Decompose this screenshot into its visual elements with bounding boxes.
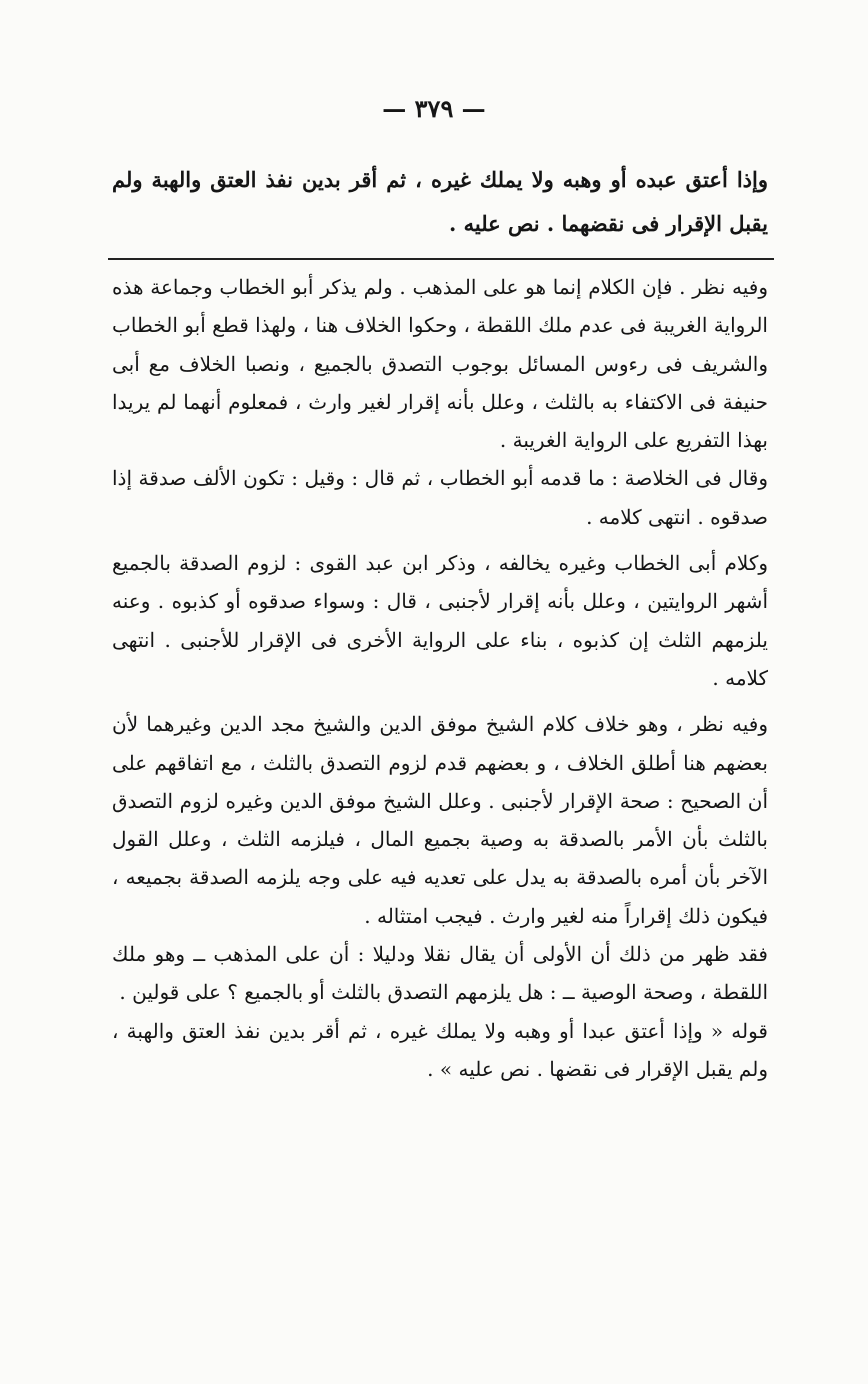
commentary-paragraph: وفيه نظر ، وهو خلاف كلام الشيخ موفق الدين والشيخ مجد الدين وغيرهما لأن بعضهم هنا أطلق الخلاف ، و بعضهم قدم لزوم التصدق بالثلث ، مع اتفاقهم على أن الصحيح : صحة الإقرار لأجنبى . وعلل الشيخ موفق الدين وغيره لزوم التصدق بالثلث بأن الأمر بالصدقة به وصية بجميع المال ، فيلزمه الثلث ، وعلل القول الآخر بأن أمره بالصدقة به يدل على تعديه فيه على وجه يلزمه الصدقة بجميعه ، فيكون ذلك إقراراً منه لغير وارث . فيجب امتثاله . bbox=[112, 712, 768, 928]
commentary-text bbox=[112, 268, 768, 1088]
matn-paragraph: وإذا أعتق عبده أو وهبه ولا يملك غيره ، ثم أقر بدين نفذ العتق والهبة ولم يقبل الإقرار فى نقضهما . نص عليه . bbox=[112, 167, 768, 236]
commentary-paragraph: فقد ظهر من ذلك أن الأولى أن يقال نقلا ودليلا : أن على المذهب ــ وهو ملك اللقطة ، وصحة الوصية ــ : هل يلزمهم التصدق بالثلث أو بالجميع ؟ على قولين . bbox=[112, 942, 768, 1005]
commentary-paragraph: وقال فى الخلاصة : ما قدمه أبو الخطاب ، ثم قال : وقيل : تكون الألف صدقة إذا صدقوه . انتهى كلامه . bbox=[112, 466, 768, 529]
page-number: — ٣٧٩ — bbox=[382, 94, 486, 123]
separator-rule bbox=[108, 258, 774, 260]
commentary-paragraph: وكلام أبى الخطاب وغيره يخالفه ، وذكر ابن عبد القوى : لزوم الصدقة بالجميع أشهر الروايتين ، وعلل بأنه إقرار لأجنبى ، قال : وسواء صدقوه أو كذبوه . وعنه يلزمهم الثلث إن كذبوه ، بناء على الرواية الأخرى فى الإقرار للأجنبى . انتهى كلامه . bbox=[112, 551, 768, 690]
matn-text bbox=[112, 158, 768, 246]
commentary-paragraph: وفيه نظر . فإن الكلام إنما هو على المذهب . ولم يذكر أبو الخطاب وجماعة هذه الرواية الغريبة فى عدم ملك اللقطة ، وحكوا الخلاف هنا ، ولهذا قطع أبو الخطاب والشريف فى رءوس المسائل بوجوب التصدق بالجميع ، ونصبا الخلاف مع أبى حنيفة فى الاكتفاء به بالثلث ، وعلل بأنه إقرار لغير وارث ، فمعلوم أنهما لم يريدا بهذا التفريع على الرواية الغريبة . bbox=[112, 275, 768, 453]
commentary-paragraph: قوله « وإذا أعتق عبدا أو وهبه ولا يملك غيره ، ثم أقر بدين نفذ العتق والهبة ، ولم يقبل الإقرار فى نقضها . نص عليه » . bbox=[112, 1018, 768, 1081]
